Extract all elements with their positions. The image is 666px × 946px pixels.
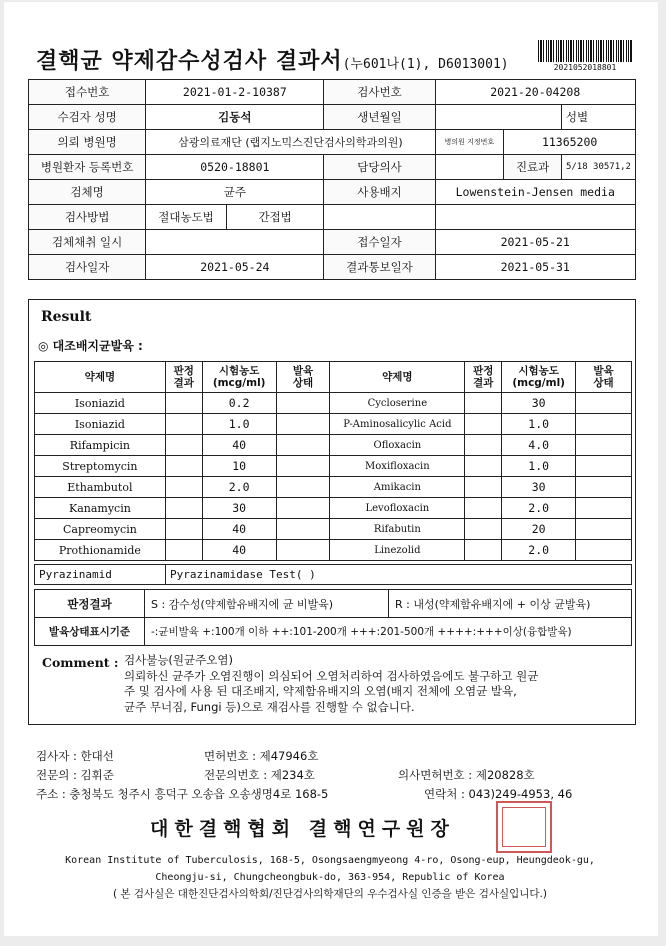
judge-result: [165, 477, 202, 498]
specialist-name: 전문의 : 김휘준: [36, 768, 114, 782]
patient-name-label: 수검자 성명: [29, 105, 146, 130]
barcode-image: [538, 40, 632, 62]
doctor-label: 담당의사: [324, 155, 435, 180]
drug-name: Moxifloxacin: [330, 456, 465, 477]
test-concentration: 1.0: [502, 414, 576, 435]
sex-label: 성별: [565, 110, 589, 124]
comment-line: 균주 무너짐, Fungi 등)으로 재검사를 진행할 수 없습니다.: [124, 699, 415, 714]
col-drug-left: 약제명: [35, 362, 166, 393]
tester-name: 검사자 : 한대선: [36, 749, 114, 763]
method-label: 검사방법: [29, 205, 146, 230]
pza-drug: Pyrazinamid: [35, 565, 166, 585]
table-row: [35, 498, 632, 519]
col-drug-right: 약제명: [330, 362, 465, 393]
hospital-label: 의뢰 병원명: [29, 130, 146, 155]
collect-date: [146, 230, 324, 255]
col-judge-right: 판정 결과: [465, 362, 502, 393]
lab-address: 주소 : 충청북도 청주시 흥덕구 오송읍 오송생명4로 168-5: [36, 787, 329, 801]
result-heading: Result: [41, 309, 92, 325]
growth-status: [276, 456, 330, 477]
test-concentration: 30: [202, 498, 276, 519]
judge-result: [465, 393, 502, 414]
sex-cell: [561, 105, 635, 130]
growth-status: [576, 540, 632, 561]
pyrazinamide-row: [34, 564, 632, 585]
receive-date: 2021-05-21: [435, 230, 636, 255]
report-date-label: 결과통보일자: [324, 255, 435, 280]
medium-value: Lowenstein-Jensen media: [435, 180, 636, 205]
drug-name: Cycloserine: [330, 393, 465, 414]
doctor-license: 의사면허번호 : 제20828호: [398, 768, 535, 782]
drug-name: Rifampicin: [35, 435, 166, 456]
table-row: [35, 519, 632, 540]
growth-legend-label: 발육상태표시기준: [35, 618, 145, 646]
method-absolute: 절대농도법: [146, 205, 227, 230]
control-growth-label: ◎ 대조배지균발육 :: [38, 339, 143, 353]
drug-name: Capreomycin: [35, 519, 166, 540]
dept-value: 5/18 30571,2: [561, 155, 635, 180]
growth-status: [276, 393, 330, 414]
barcode-number: 2021052018801: [553, 63, 617, 72]
judge-result: [465, 477, 502, 498]
judge-result: [165, 519, 202, 540]
address-line: Cheongju-si, Chungcheongbuk-do, 363-954, Republic of Korea: [155, 872, 505, 883]
certification-note: ( 본 검사실은 대한진단검사의학회/진단검사의학재단의 우수검사실 인증을 받은 검사실입니다.): [112, 888, 547, 900]
test-date-label: 검사일자: [29, 255, 146, 280]
judge-legend-s: S : 감수성(약제함유배지에 균 비발육): [145, 590, 389, 618]
growth-status: [576, 519, 632, 540]
growth-status: [276, 435, 330, 456]
test-concentration: 1.0: [502, 456, 576, 477]
judge-result: [165, 540, 202, 561]
specimen-value: 균주: [146, 180, 324, 205]
organization-name: 대한결핵협회 결핵연구원장: [150, 818, 455, 840]
table-row: [35, 435, 632, 456]
growth-status: [576, 393, 632, 414]
report-date: 2021-05-31: [435, 255, 636, 280]
title-code: (누601나(1), D6013001): [342, 57, 509, 72]
test-concentration: 2.0: [202, 477, 276, 498]
patient-reg-label: 병원환자 등록번호: [29, 155, 146, 180]
test-concentration: 1.0: [202, 414, 276, 435]
judge-result: [165, 414, 202, 435]
growth-status: [276, 477, 330, 498]
judge-result: [465, 414, 502, 435]
method-indirect: 간접법: [226, 205, 324, 230]
drug-name: Prothionamide: [35, 540, 166, 561]
patient-reg-no: 0520-18801: [146, 155, 324, 180]
growth-status: [276, 414, 330, 435]
hospital-name: 삼광의료재단 (랩지노믹스진단검사의학과의원): [146, 130, 435, 155]
comment-label: Comment :: [42, 655, 119, 670]
test-concentration: 40: [202, 519, 276, 540]
growth-status: [276, 519, 330, 540]
table-row: [35, 540, 632, 561]
test-concentration: 4.0: [502, 435, 576, 456]
collect-date-label: 검체채취 일시: [29, 230, 146, 255]
drug-name: Amikacin: [330, 477, 465, 498]
judge-result: [465, 540, 502, 561]
test-no-label: 검사번호: [324, 80, 435, 105]
growth-status: [276, 498, 330, 519]
test-concentration: 30: [502, 393, 576, 414]
receive-date-label: 접수일자: [324, 230, 435, 255]
address-line: Korean Institute of Tuberculosis, 168-5, Osongsaengmyeong 4-ro, Osong-eup, Heungdeok-gu,: [65, 855, 595, 866]
specimen-label: 검체명: [29, 180, 146, 205]
hospital-code-label: 병의원 지정번호: [435, 130, 504, 155]
growth-status: [276, 540, 330, 561]
test-date: 2021-05-24: [146, 255, 324, 280]
judge-legend-label: 판정결과: [35, 590, 145, 618]
tester-license: 면허번호 : 제47946호: [204, 749, 319, 763]
birth-value: [435, 105, 561, 130]
test-concentration: 30: [502, 477, 576, 498]
growth-status: [576, 498, 632, 519]
english-address: [30, 852, 630, 886]
judge-result: [165, 498, 202, 519]
drug-susceptibility-table: [34, 361, 632, 561]
drug-name: Linezolid: [330, 540, 465, 561]
test-concentration: 2.0: [502, 540, 576, 561]
drug-name: Kanamycin: [35, 498, 166, 519]
official-seal: [496, 801, 552, 853]
specialist-number: 전문의번호 : 제234호: [204, 768, 315, 782]
judge-result: [165, 435, 202, 456]
receipt-no-label: 접수번호: [29, 80, 146, 105]
drug-name: Rifabutin: [330, 519, 465, 540]
dept-label: 진료과: [504, 155, 562, 180]
drug-name: Ofloxacin: [330, 435, 465, 456]
table-row: [35, 477, 632, 498]
judge-result: [465, 519, 502, 540]
growth-status: [576, 414, 632, 435]
col-conc-left: 시험농도 (mcg/ml): [202, 362, 276, 393]
test-concentration: 2.0: [502, 498, 576, 519]
patient-name: 김동석: [146, 105, 324, 130]
col-judge-left: 판정 결과: [165, 362, 202, 393]
pza-test: Pyrazinamidase Test( ): [166, 565, 632, 585]
drug-name: Isoniazid: [35, 414, 166, 435]
test-concentration: 40: [202, 435, 276, 456]
medium-label: 사용배지: [324, 180, 435, 205]
lab-contact: 연락처 : 043)249-4953, 46: [424, 787, 573, 801]
table-row: [35, 456, 632, 477]
drug-name: Levofloxacin: [330, 498, 465, 519]
legend-table: [34, 589, 632, 646]
test-concentration: 40: [202, 540, 276, 561]
receipt-no: 2021-01-2-10387: [146, 80, 324, 105]
comment-line: 의뢰하신 균주가 오염진행이 의심되어 오염처리하여 검사하였음에도 불구하고 원균: [124, 668, 539, 683]
drug-name: Streptomycin: [35, 456, 166, 477]
comment-line: 주 및 검사에 사용 된 대조배지, 약제함유배지의 오염(배지 전체에 오염균 발육,: [124, 684, 517, 698]
col-growth-right: 발육 상태: [576, 362, 632, 393]
doctor-value: [435, 155, 504, 180]
patient-info-table: [28, 79, 636, 280]
hospital-code: 11365200: [504, 130, 636, 155]
comment-line: 검사불능(원균주오염): [124, 653, 233, 667]
col-conc-right: 시험농도 (mcg/ml): [502, 362, 576, 393]
title-text: 결핵균 약제감수성검사 결과서: [36, 48, 343, 74]
judge-result: [165, 456, 202, 477]
growth-status: [576, 456, 632, 477]
drug-name: P-Aminosalicylic Acid: [330, 414, 465, 435]
judge-result: [465, 456, 502, 477]
judge-legend-r: R : 내성(약제함유배지에 + 이상 균발육): [389, 590, 632, 618]
growth-status: [576, 435, 632, 456]
drug-name: Ethambutol: [35, 477, 166, 498]
test-concentration: 0.2: [202, 393, 276, 414]
table-row: [35, 414, 632, 435]
test-no: 2021-20-04208: [435, 80, 636, 105]
report-title: [36, 44, 509, 75]
test-concentration: 10: [202, 456, 276, 477]
comment-text: [124, 653, 624, 715]
table-row: [35, 393, 632, 414]
drug-name: Isoniazid: [35, 393, 166, 414]
judge-result: [465, 435, 502, 456]
growth-status: [576, 477, 632, 498]
col-growth-left: 발육 상태: [276, 362, 330, 393]
judge-result: [465, 498, 502, 519]
birth-label: 생년월일: [324, 105, 435, 130]
judge-result: [165, 393, 202, 414]
test-concentration: 20: [502, 519, 576, 540]
growth-legend-text: -:균비발육 +:100개 이하 ++:101-200개 +++:201-500개 ++++:+++이상(융합발육): [145, 618, 632, 646]
